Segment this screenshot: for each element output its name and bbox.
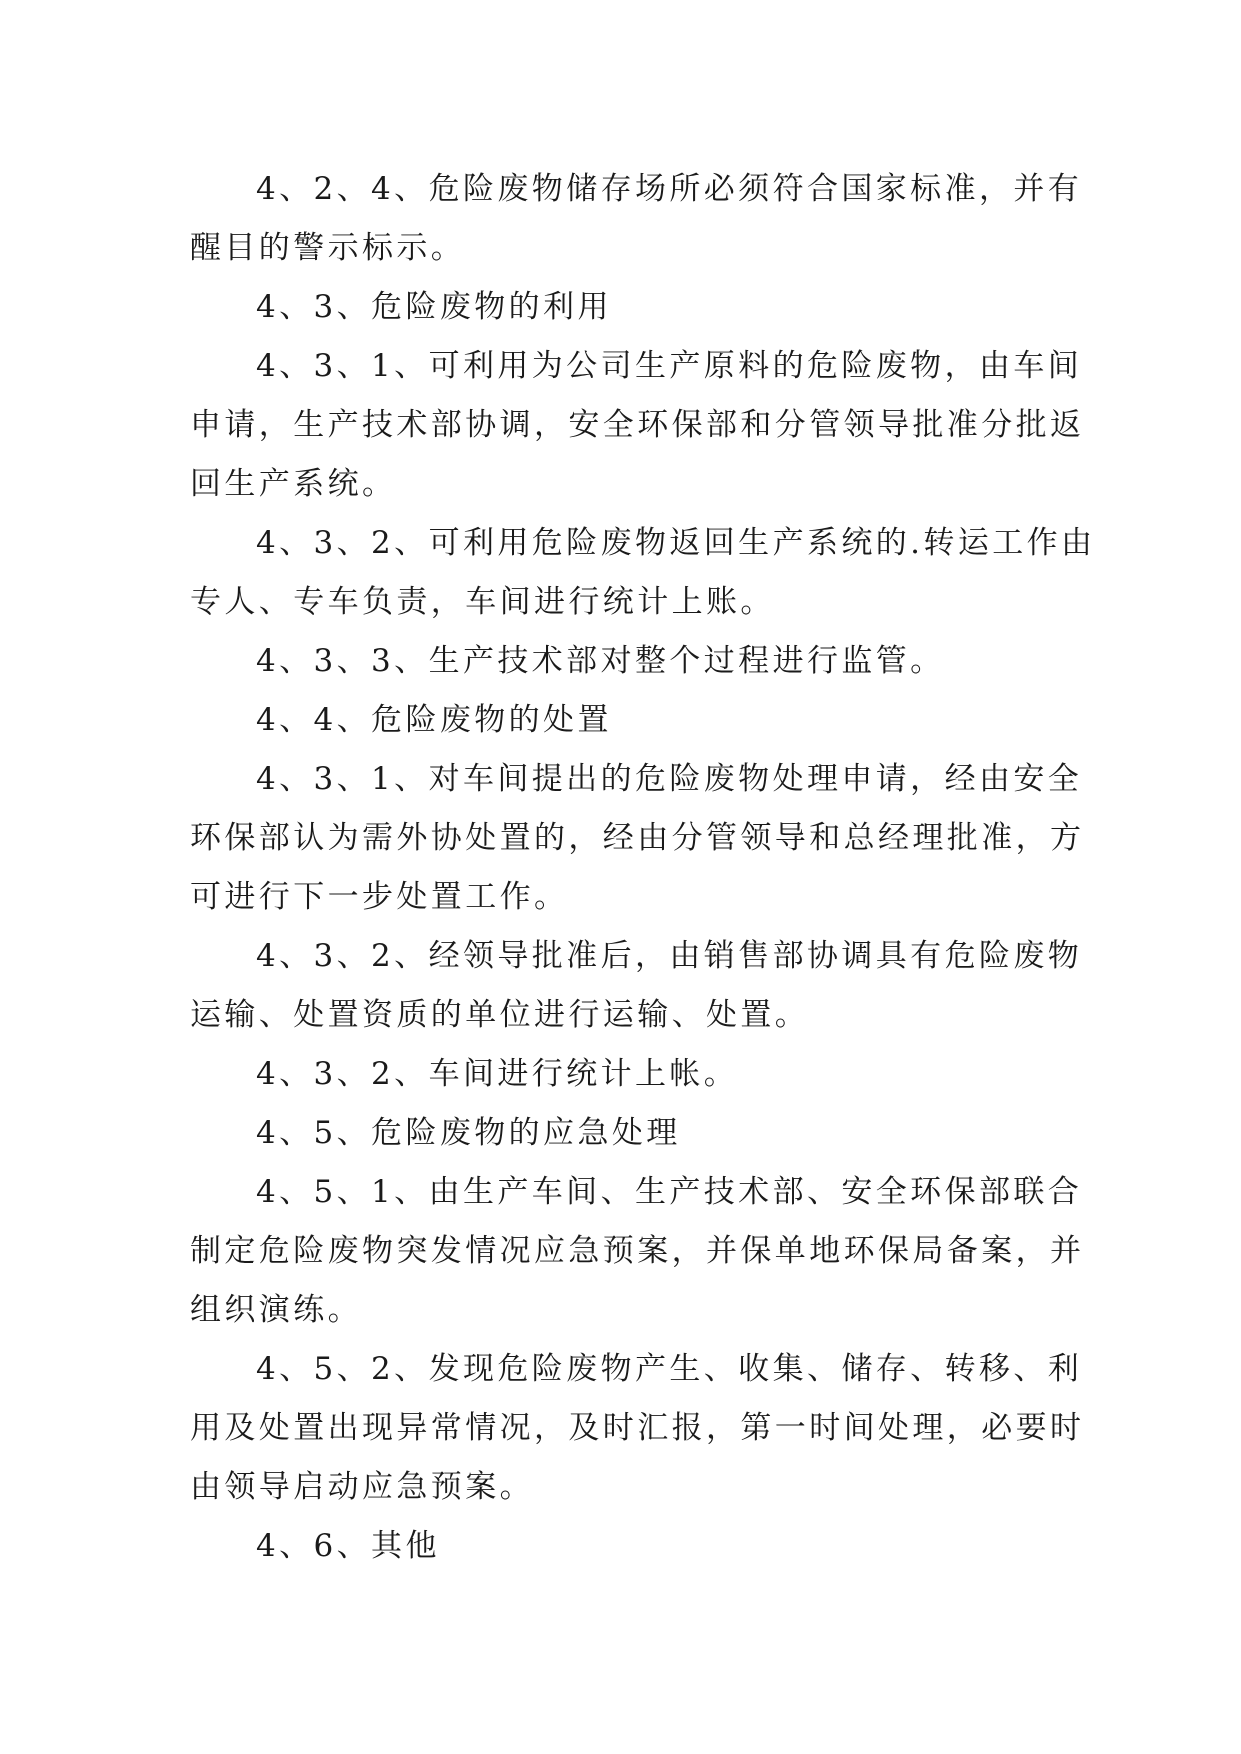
paragraph-4-3-1-line-3: 回生产系统。 — [190, 466, 397, 502]
heading-4-5: 4、5、危险废物的应急处理 — [256, 1115, 681, 1151]
document-body — [190, 160, 1096, 1576]
paragraph-4-5-1-line-3: 组织演练。 — [190, 1292, 362, 1328]
paragraph-4-4-1-line-3: 可进行下一步处置工作。 — [190, 879, 569, 915]
paragraph-4-4-2-line-2: 运输、处置资质的单位进行运输、处置。 — [190, 997, 810, 1033]
paragraph-4-3-2-line-1: 4、3、2、可利用危险废物返回生产系统的.转运工作由 — [256, 525, 1096, 561]
heading-4-6: 4、6、其他 — [256, 1528, 440, 1564]
heading-4-3: 4、3、危险废物的利用 — [256, 289, 612, 325]
heading-4-4: 4、4、危险废物的处置 — [256, 702, 612, 738]
paragraph-4-5-2-line-3: 由领导启动应急预案。 — [190, 1469, 534, 1505]
paragraph-4-3-2-line-2: 专人、专车负责，车间进行统计上账。 — [190, 584, 775, 620]
paragraph-4-4-3: 4、3、2、车间进行统计上帐。 — [256, 1056, 739, 1092]
paragraph-4-3-1-line-1: 4、3、1、可利用为公司生产原料的危险废物，由车间 — [256, 348, 1083, 384]
paragraph-4-4-2-line-1: 4、3、2、经领导批准后，由销售部协调具有危险废物 — [256, 938, 1083, 974]
paragraph-4-2-4-line-2: 醒目的警示标示。 — [190, 230, 466, 266]
paragraph-4-5-1-line-2: 制定危险废物突发情况应急预案，并保单地环保局备案，并 — [190, 1233, 1085, 1269]
paragraph-4-5-1-line-1: 4、5、1、由生产车间、生产技术部、安全环保部联合 — [256, 1174, 1083, 1210]
paragraph-4-4-1-line-2: 环保部认为需外协处置的，经由分管领导和总经理批准，方 — [190, 820, 1085, 856]
paragraph-4-3-1-line-2: 申请，生产技术部协调，安全环保部和分管领导批准分批返 — [190, 407, 1085, 443]
paragraph-4-5-2-line-1: 4、5、2、发现危险废物产生、收集、储存、转移、利 — [256, 1351, 1083, 1387]
paragraph-4-4-1-line-1: 4、3、1、对车间提出的危险废物处理申请，经由安全 — [256, 761, 1083, 797]
paragraph-4-3-3: 4、3、3、生产技术部对整个过程进行监管。 — [256, 643, 945, 679]
paragraph-4-5-2-line-2: 用及处置出现异常情况，及时汇报，第一时间处理，必要时 — [190, 1410, 1085, 1446]
paragraph-4-2-4-line-1: 4、2、4、危险废物储存场所必须符合国家标准，并有 — [256, 171, 1083, 207]
